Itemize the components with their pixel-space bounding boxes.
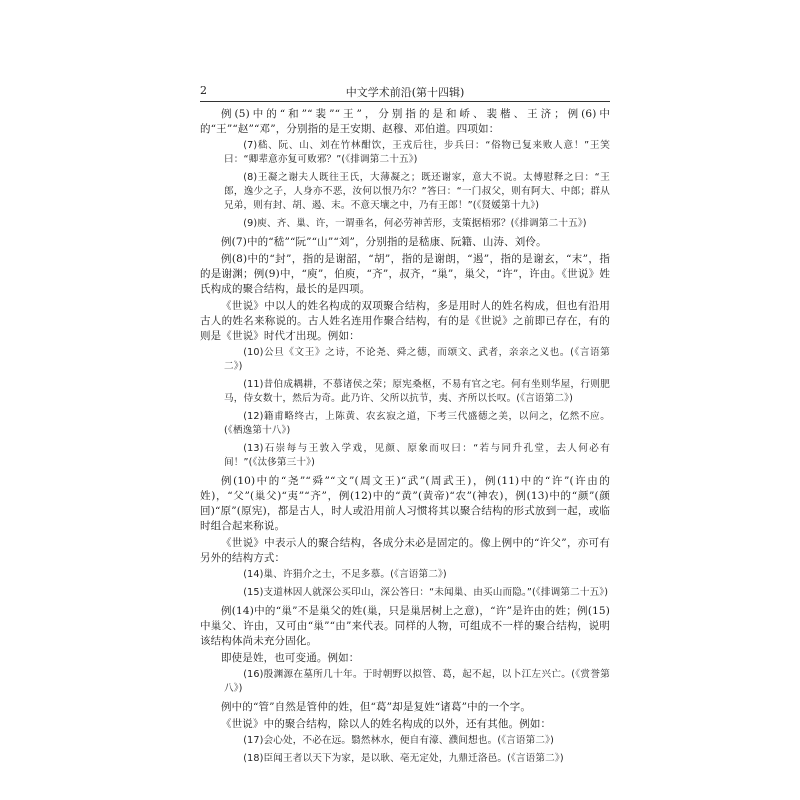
body-paragraph: 例(10)中的“尧”“舜”“文”(周文王)“武”(周武王)，例(11)中的“许”(许由的姓)，“父”(巢父)“夷”“齐”，例(12)中的“黄”(黄帝)“农”(神农)，例(13)中的“颜”(颜回)“原”(原宪)，都是古人，时人或沿用前人习惯将其以聚合结构的形式放到一起，或临时组合起来称说。: [200, 475, 610, 532]
header-divider: [200, 101, 610, 102]
quoted-example: (18)臣闻王者以天下为家，是以耿、亳无定处，九鼎迁洛邑。(《言语第二》): [243, 753, 564, 764]
quoted-example: (12)籍甫略终古，上陈黄、农玄寂之道，下考三代盛德之美，以问之，亿然不应。(《栖逸第十八》): [224, 411, 610, 436]
quoted-example: (7)嵇、阮、山、刘在竹林酣饮，王戎后往，步兵曰：“俗物已复来败人意！”王笑曰：“卿辈意亦复可败邪？”(《排调第二十五》): [224, 140, 610, 165]
body-paragraph: 例(7)中的“嵇”“阮”“山”“刘”，分别指的是嵇康、阮籍、山涛、刘伶。: [221, 236, 547, 248]
body-paragraph: 例(5)中的“和”“裴”“王”，分别指的是和峤、裴楷、王济；例(6)中的“王”“赵”“邓”，分别指的是王安期、赵穆、邓伯道。四项如：: [200, 108, 610, 135]
quoted-example: (16)殷渊源在墓所几十年。于时朝野以拟管、葛，起不起，以卜江左兴亡。(《赏誉第八》): [224, 669, 610, 694]
body-paragraph: 例中的“管”自然是管仲的姓，但“葛”却是复姓“诸葛”中的一个字。: [221, 701, 532, 713]
body-paragraph: 即使是姓，也可变通。例如：: [221, 652, 360, 664]
body-paragraph: 《世说》中表示人的聚合结构，各成分未必是固定的。像上例中的“许父”，亦可有另外的结构方式：: [200, 537, 610, 564]
journal-title: 中文学术前沿(第十四辑): [345, 86, 465, 99]
quoted-example: (8)王凝之谢夫人既往王氏，大薄凝之；既还谢家，意大不说。太傅慰释之曰：“王郎，逸少之子，人身亦不恶，汝何以恨乃尔？”答曰：“一门叔父，则有阿大、中郎；群从兄弟，则有封、胡、遏、末。不意天壤之中，乃有王郎！”(《贤媛第十九》): [224, 172, 610, 211]
quoted-example: (9)庾、齐、巢、许，一谓垂名，何必劳神苦形，支策据梧邪？(《排调第二十五》): [243, 218, 587, 229]
body-paragraph: 例(8)中的“封”，指的是谢韶，“胡”，指的是谢朗，“遏”，指的是谢玄，“末”，指的是谢渊；例(9)中，“庾”，伯庾，“齐”，叔齐，“巢”，巢父，“许”，许由。《世说》姓氏构成的聚合结构，最长的是四项。: [200, 253, 610, 295]
running-header: [200, 84, 610, 100]
quoted-example: (15)支道林因人就深公买印山，深公答曰：“未闻巢、由买山而隐。”(《排调第二十五》): [243, 587, 609, 598]
quoted-example: (17)会心处，不必在远。翳然林水，便自有濠、濮间想也。(《言语第二》): [243, 735, 554, 746]
quoted-example: (10)公旦《文王》之诗，不论尧、舜之德，而颂文、武者，亲亲之义也。(《言语第二》): [224, 347, 610, 372]
quoted-example: (11)昔伯成耦耕，不慕诸侯之荣；原宪桑枢，不易有官之宅。何有坐则华屋，行则肥马，侍女数十，然后为奇。此乃许、父所以抗节，夷、齐所以长叹。(《言语第二》): [224, 379, 610, 404]
quoted-example: (13)石崇每与王敦入学戏，见颜、原象而叹曰：“若与同升孔堂，去人何必有间！”(《汰侈第三十》): [224, 443, 610, 468]
body-text: [200, 107, 610, 770]
page-number: 2: [200, 84, 207, 97]
quoted-example: (14)巢、许狷介之士，不足多慕。(《言语第二》): [243, 569, 447, 580]
body-paragraph: 《世说》中以人的姓名构成的双项聚合结构，多是用时人的姓名构成，但也有沿用古人的姓名来称说的。古人姓名连用作聚合结构，有的是《世说》之前即已存在，有的则是《世说》时代才出现。例如：: [200, 300, 610, 342]
body-paragraph: 《世说》中的聚合结构，除以人的姓名构成的以外，还有其他。例如：: [221, 718, 552, 730]
body-paragraph: 例(14)中的“巢”不是巢父的姓(巢，只是巢居树上之意)，“许”是许由的姓；例(15)中巢父、许由，又可由“巢”“由”来代表。同样的人物，可组成不一样的聚合结构，说明该结构体尚未充分固化。: [200, 605, 610, 647]
